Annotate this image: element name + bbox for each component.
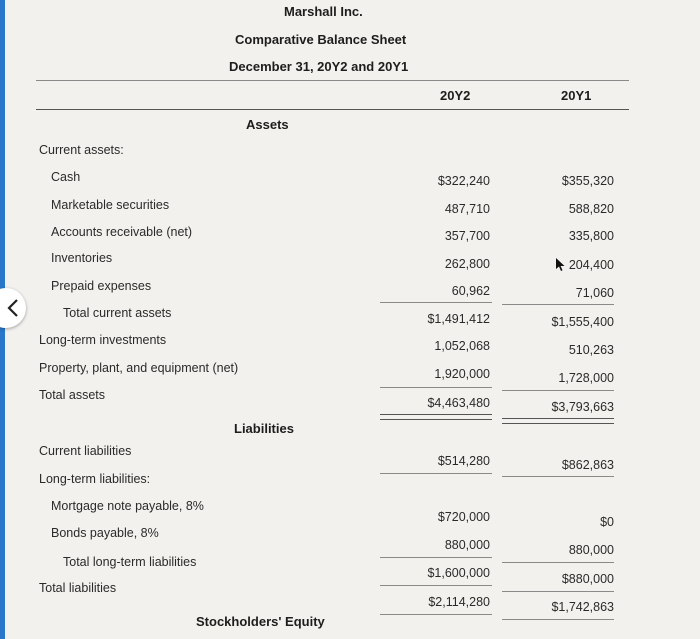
value-accounts-receivable-20y2: 357,700 xyxy=(444,229,490,243)
row-label-cash: Cash xyxy=(51,170,81,184)
row-label-mortgage-note: Mortgage note payable, 8% xyxy=(51,499,204,513)
header-rule-top xyxy=(36,80,629,81)
column-header-20y2: 20Y2 xyxy=(440,88,471,103)
value-bonds-payable-20y2: 880,000 xyxy=(444,538,490,552)
value-marketable-securities-20y2: 487,710 xyxy=(444,202,490,216)
value-total-current-assets-20y1: $1,555,400 xyxy=(551,315,614,329)
value-total-liabilities-20y1: $1,742,863 xyxy=(551,600,614,614)
value-total-long-term-20y1: $880,000 xyxy=(561,572,614,586)
row-label-marketable-securities: Marketable securities xyxy=(51,198,170,212)
row-label-accounts-receivable: Accounts receivable (net) xyxy=(51,225,193,239)
row-label-total-assets: Total assets xyxy=(39,388,106,402)
value-mortgage-note-20y1: $0 xyxy=(600,515,614,529)
row-label-inventories: Inventories xyxy=(51,251,113,265)
current-assets-label: Current assets: xyxy=(39,143,124,157)
company-name: Marshall Inc. xyxy=(284,4,363,19)
value-current-liabilities-20y2: $514,280 xyxy=(437,454,490,468)
value-cash-20y1: $355,320 xyxy=(561,174,614,188)
value-total-assets-20y1: $3,793,663 xyxy=(551,400,614,414)
current-liabilities-rule-20y1 xyxy=(502,476,614,477)
value-total-current-assets-20y2: $1,491,412 xyxy=(427,312,490,326)
value-mortgage-note-20y2: $720,000 xyxy=(437,510,490,524)
value-total-assets-20y2: $4,463,480 xyxy=(427,396,490,410)
subtotal-rule-20y1 xyxy=(502,304,614,305)
value-inventories-20y2: 262,800 xyxy=(444,257,490,271)
row-label-total-current-assets: Total current assets xyxy=(63,306,172,320)
row-label-prepaid-expenses: Prepaid expenses xyxy=(51,279,152,293)
value-total-long-term-20y2: $1,600,000 xyxy=(427,566,490,580)
value-ppe-20y1: 1,728,000 xyxy=(558,371,614,385)
mouse-cursor-icon xyxy=(556,258,566,272)
liabilities-close-rule-20y1 xyxy=(502,619,614,620)
current-liabilities-rule-20y2 xyxy=(380,473,492,474)
total-assets-rule-20y1 xyxy=(502,390,614,391)
header-rule-bottom xyxy=(36,109,629,110)
row-label-long-term-investments: Long-term investments xyxy=(39,333,167,347)
liabilities-heading: Liabilities xyxy=(234,421,294,436)
value-bonds-payable-20y1: 880,000 xyxy=(568,543,614,557)
column-header-20y1: 20Y1 xyxy=(561,88,592,103)
row-label-bonds-payable: Bonds payable, 8% xyxy=(51,526,159,540)
row-label-ppe: Property, plant, and equipment (net) xyxy=(39,361,239,375)
value-cash-20y2: $322,240 xyxy=(437,174,490,188)
value-marketable-securities-20y1: 588,820 xyxy=(568,202,614,216)
assets-heading: Assets xyxy=(246,117,289,132)
long-term-rule-20y1 xyxy=(502,562,614,563)
long-term-liabilities-label: Long-term liabilities: xyxy=(39,472,151,486)
long-term-rule-20y2 xyxy=(380,557,492,558)
stockholders-equity-heading: Stockholders' Equity xyxy=(196,614,325,629)
back-button[interactable] xyxy=(0,288,26,328)
row-label-total-liabilities: Total liabilities xyxy=(39,581,117,595)
value-ppe-20y2: 1,920,000 xyxy=(434,367,490,381)
value-prepaid-expenses-20y2: 60,962 xyxy=(451,284,490,298)
total-assets-double-rule-20y2 xyxy=(380,414,492,420)
value-prepaid-expenses-20y1: 71,060 xyxy=(575,286,614,300)
subtotal-rule-20y2 xyxy=(380,302,492,303)
value-accounts-receivable-20y1: 335,800 xyxy=(568,229,614,243)
statement-date: December 31, 20Y2 and 20Y1 xyxy=(229,59,409,74)
liabilities-close-rule-20y2 xyxy=(380,614,492,615)
total-assets-rule-20y2 xyxy=(380,387,492,388)
value-total-liabilities-20y2: $2,114,280 xyxy=(428,595,490,609)
value-long-term-investments-20y1: 510,263 xyxy=(568,343,614,357)
total-liabilities-rule-20y2 xyxy=(380,585,492,586)
value-current-liabilities-20y1: $862,863 xyxy=(561,458,614,472)
value-long-term-investments-20y2: 1,052,068 xyxy=(434,339,490,353)
row-label-current-liabilities: Current liabilities xyxy=(39,444,132,458)
row-label-total-long-term-liabilities: Total long-term liabilities xyxy=(63,555,197,569)
statement-title: Comparative Balance Sheet xyxy=(235,32,407,47)
total-assets-double-rule-20y1 xyxy=(502,418,614,424)
value-inventories-20y1: 204,400 xyxy=(568,258,614,272)
chevron-left-icon xyxy=(6,298,20,318)
total-liabilities-rule-20y1 xyxy=(502,591,614,592)
